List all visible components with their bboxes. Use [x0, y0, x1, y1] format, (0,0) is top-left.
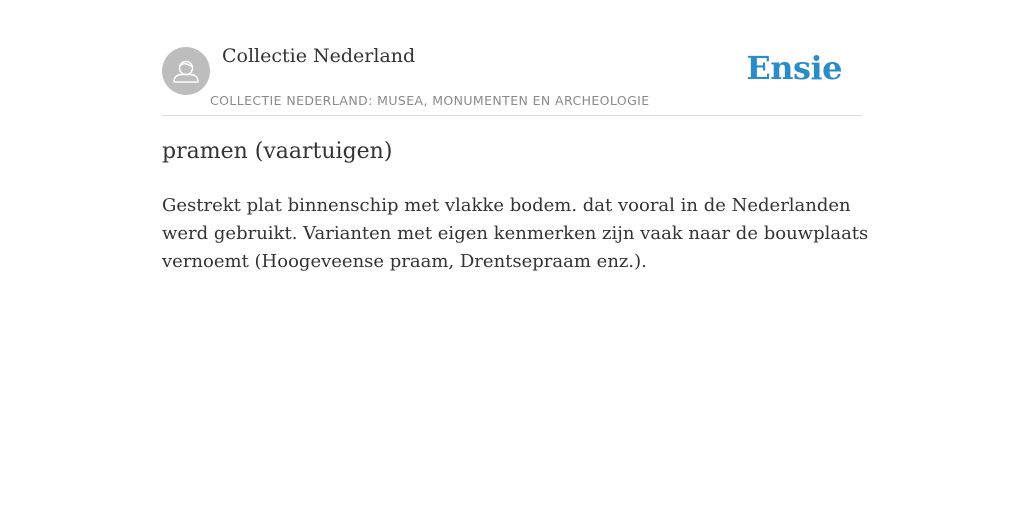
- definition-text: Gestrekt plat binnenschip met vlakke bodem. dat vooral in de Nederlanden werd gebruikt. Varianten met eigen kenmerken zijn vaak naar de bouwplaats vernoemt (Hoogeveense praam, Drentsepraam enz.).: [162, 195, 869, 272]
- user-avatar-icon[interactable]: [162, 47, 210, 95]
- header: [162, 40, 862, 116]
- page-title: pramen (vaartuigen): [162, 139, 393, 164]
- author-name[interactable]: Collectie Nederland: [222, 45, 416, 67]
- ensie-logo[interactable]: Ensie: [746, 49, 842, 87]
- author-subtitle: COLLECTIE NEDERLAND: MUSEA, MONUMENTEN EN ARCHEOLOGIE: [210, 93, 650, 108]
